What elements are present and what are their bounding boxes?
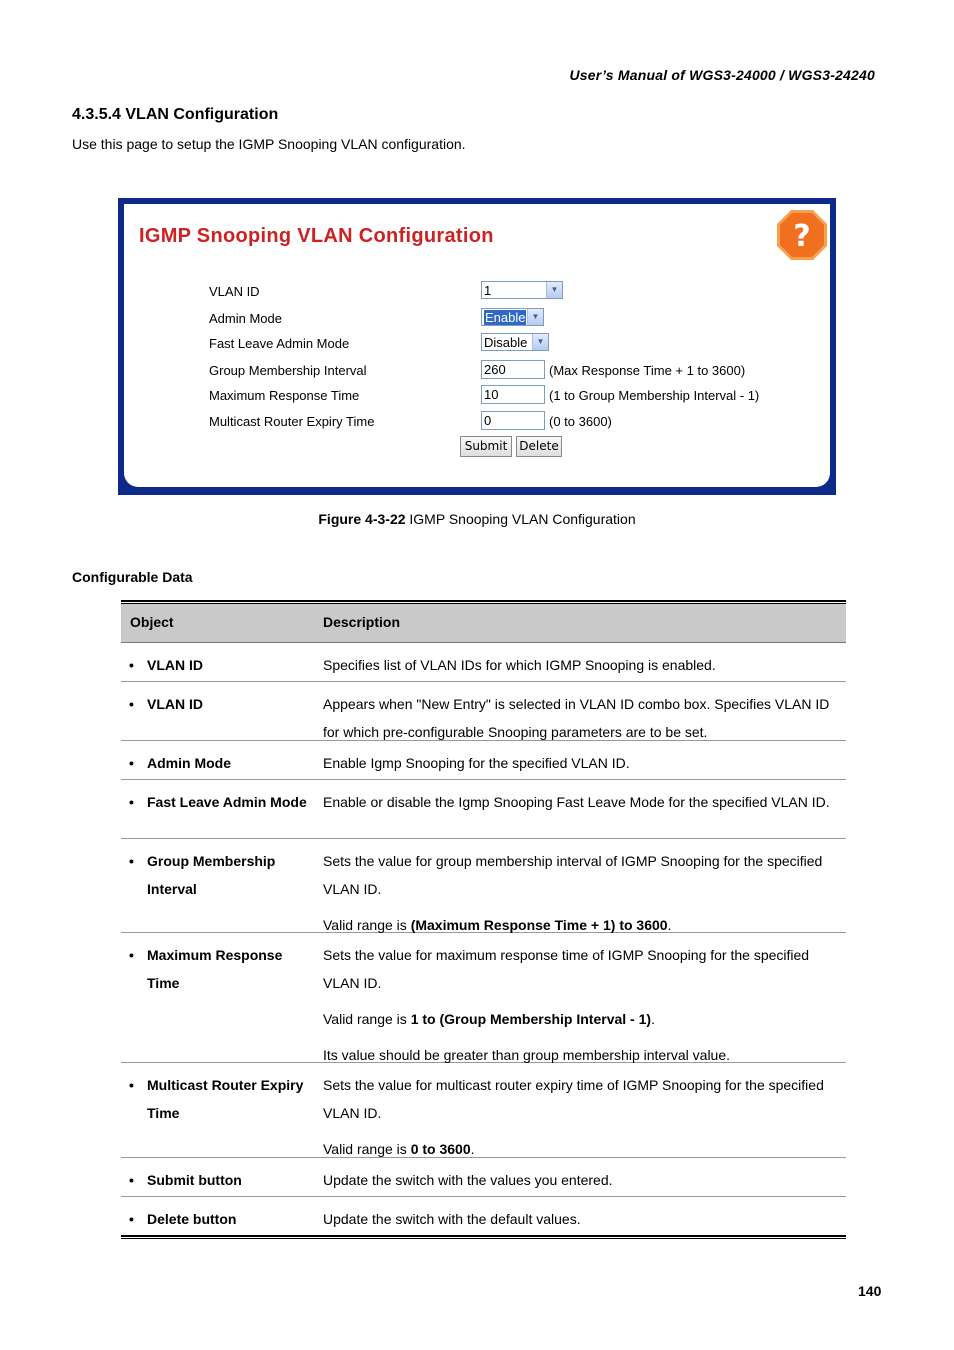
submit-button[interactable]: Submit (460, 436, 512, 457)
table-row (121, 1158, 846, 1197)
table-bottom-rule (121, 1235, 846, 1239)
intro-text: Use this page to setup the IGMP Snooping VLAN configuration. (72, 136, 466, 152)
row-object: • VLAN ID (147, 651, 317, 679)
table-row (121, 1063, 846, 1158)
row-description: Update the switch with the values you entered. (323, 1172, 613, 1188)
admin-mode-value: Enable (485, 310, 526, 325)
row-description: Specifies list of VLAN IDs for which IGMP Snooping is enabled. (323, 657, 716, 673)
gmi-label: Group Membership Interval (209, 363, 367, 378)
admin-mode-label: Admin Mode (209, 311, 282, 326)
table-row (121, 741, 846, 780)
help-icon[interactable] (776, 209, 828, 261)
row-object: • Delete button (147, 1205, 317, 1233)
panel-title: IGMP Snooping VLAN Configuration (139, 225, 494, 247)
figure-text: IGMP Snooping VLAN Configuration (405, 511, 636, 527)
panel-body (124, 204, 830, 487)
row-object: • Maximum Response Time (147, 941, 317, 997)
page-header: User’s Manual of WGS3-24000 / WGS3-24240 (569, 67, 875, 83)
table-row (121, 1197, 846, 1235)
vlan-id-value: 1 (484, 283, 492, 298)
chevron-down-icon: ▼ (532, 334, 548, 350)
mrt-label: Maximum Response Time (209, 388, 360, 403)
section-title: 4.3.5.4 VLAN Configuration (72, 106, 279, 123)
mrt-input[interactable]: 10 (481, 385, 545, 404)
gmi-input[interactable]: 260 (481, 360, 545, 379)
table-row (121, 682, 846, 741)
vlan-id-select[interactable] (481, 281, 563, 299)
row-description: Enable or disable the Igmp Snooping Fast Leave Mode for the specified VLAN ID. (323, 794, 830, 810)
fast-leave-value: Disable (484, 335, 528, 350)
row-description: Appears when "New Entry" is selected in VLAN ID combo box. Specifies VLAN ID for which pre-configurable Snooping parameters are to be set. (323, 696, 830, 740)
row-object: • Multicast Router Expiry Time (147, 1071, 317, 1127)
row-description: Update the switch with the default values. (323, 1211, 581, 1227)
column-header-object: Object (130, 614, 174, 630)
table-row (121, 780, 846, 839)
config-table (121, 600, 846, 1239)
row-description: Sets the value for maximum response time of IGMP Snooping for the specified VLAN ID. Valid range is 1 to (Group Membership Interval - 1). Its value should be greater than group membership interval value. (323, 947, 810, 1063)
row-object: • VLAN ID (147, 690, 317, 718)
row-object: • Admin Mode (147, 749, 317, 777)
fast-leave-label: Fast Leave Admin Mode (209, 336, 350, 351)
delete-button[interactable]: Delete (516, 436, 562, 457)
mret-label: Multicast Router Expiry Time (209, 414, 375, 429)
mret-hint: (0 to 3600) (549, 414, 612, 429)
row-description: Sets the value for group membership interval of IGMP Snooping for the specified VLAN ID. Valid range is (Maximum Response Time + 1) to 3600. (323, 853, 823, 933)
row-description: Enable Igmp Snooping for the specified VLAN ID. (323, 755, 630, 771)
admin-mode-select[interactable] (481, 308, 544, 326)
row-object: • Submit button (147, 1166, 317, 1194)
column-header-description: Description (323, 614, 401, 630)
figure-caption (0, 511, 954, 527)
page-number: 140 (858, 1283, 882, 1299)
row-object: • Group Membership Interval (147, 847, 317, 903)
figure-number: Figure 4-3-22 (318, 511, 406, 527)
table-row (121, 839, 846, 933)
mrt-hint: (1 to Group Membership Interval - 1) (549, 388, 760, 403)
chevron-down-icon: ▼ (527, 309, 543, 325)
table-row (121, 643, 846, 682)
configurable-data-title: Configurable Data (72, 569, 193, 585)
row-description: Sets the value for multicast router expiry time of IGMP Snooping for the specified VLAN ID. Valid range is 0 to 3600. (323, 1077, 824, 1157)
vlan-id-label: VLAN ID (209, 284, 260, 299)
row-object: • Fast Leave Admin Mode (147, 788, 317, 816)
chevron-down-icon: ▼ (546, 282, 562, 298)
table-row (121, 933, 846, 1063)
svg-text:?: ? (793, 219, 811, 254)
screenshot-panel (118, 198, 836, 495)
mret-input[interactable]: 0 (481, 411, 545, 430)
gmi-hint: (Max Response Time + 1 to 3600) (549, 363, 746, 378)
table-header (121, 604, 846, 643)
fast-leave-select[interactable] (481, 333, 549, 351)
